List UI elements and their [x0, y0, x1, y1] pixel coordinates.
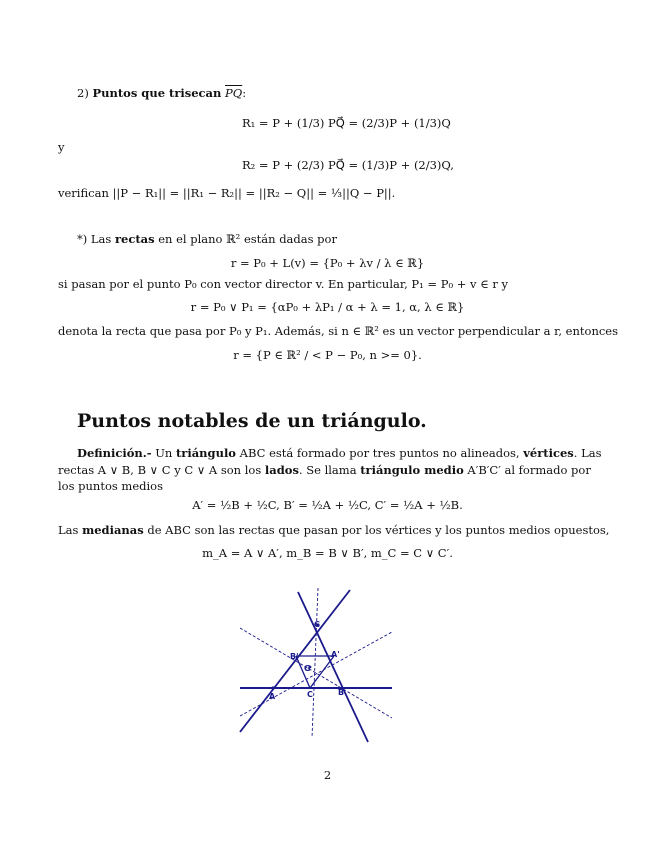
median-a — [240, 628, 392, 718]
connector-y: y — [58, 140, 65, 154]
rectas-intro: *) Las rectas en el plano ℝ² están dadas por — [77, 232, 337, 246]
verifican-line: verifican ||P − R₁|| = ||R₁ − R₂|| = ||R₂ − Q|| = ⅓||Q − P||. — [58, 186, 396, 200]
equation-r1: R₁ = P + (1/3) PQ⃗ = (2/3)P + (1/3)Q — [242, 116, 451, 130]
equation-perp: r = {P ∈ ℝ² / < P − P₀, n >= 0}. — [233, 348, 422, 362]
line-ac — [240, 590, 350, 732]
denota-line: denota la recta que pasa por P₀ y P₁. Además, si n ∈ ℝ² es un vector perpendicular a r, entonces — [58, 324, 618, 338]
label-c-prime: C — [307, 690, 313, 699]
label-g: G — [304, 664, 311, 673]
definition-line-3: los puntos medios — [58, 479, 164, 493]
pasan-line: si pasan por el punto P₀ con vector director v. En particular, P₁ = P₀ + v ∈ r y — [58, 277, 508, 291]
section2-heading: 2) Puntos que trisecan $\overline{PQ}$: — [77, 86, 247, 100]
point-a — [271, 686, 274, 689]
equation-join: r = P₀ ∨ P₁ = {αP₀ + λP₁ / α + λ = 1, α, λ ∈ ℝ} — [190, 300, 465, 314]
equation-recta: r = P₀ + L(v) = {P₀ + λv / λ ∈ ℝ} — [230, 256, 425, 270]
equation-puntos-medios: A′ = ½B + ½C, B′ = ½A + ½C, C′ = ½A + ½B. — [192, 498, 463, 512]
label-b: B — [338, 688, 345, 697]
label-c: C — [314, 620, 320, 629]
medianas-line: Las medianas de ABC son las rectas que pasan por los vértices y los puntos medios opuestos, — [58, 523, 610, 537]
definition-line-2: rectas A ∨ B, B ∨ C y C ∨ A son los lados. Se llama triángulo medio A′B′C′ al formado por — [58, 463, 591, 477]
equation-medianas: m_A = A ∨ A′, m_B = B ∨ B′, m_C = C ∨ C′. — [202, 546, 453, 560]
label-b-prime: B' — [290, 652, 299, 661]
equation-r2: R₂ = P + (2/3) PQ⃗ = (1/3)P + (2/3)Q, — [242, 158, 454, 172]
median-c — [312, 588, 318, 738]
label-a: A — [269, 692, 276, 701]
label-a-prime: A' — [331, 650, 340, 659]
page-number: 2 — [323, 768, 332, 782]
section-heading-triangulo: Puntos notables de un triángulo. — [77, 410, 427, 432]
definition-line-1: Definición.- Un triángulo ABC está formado por tres puntos no alineados, vértices. Las — [77, 446, 602, 460]
